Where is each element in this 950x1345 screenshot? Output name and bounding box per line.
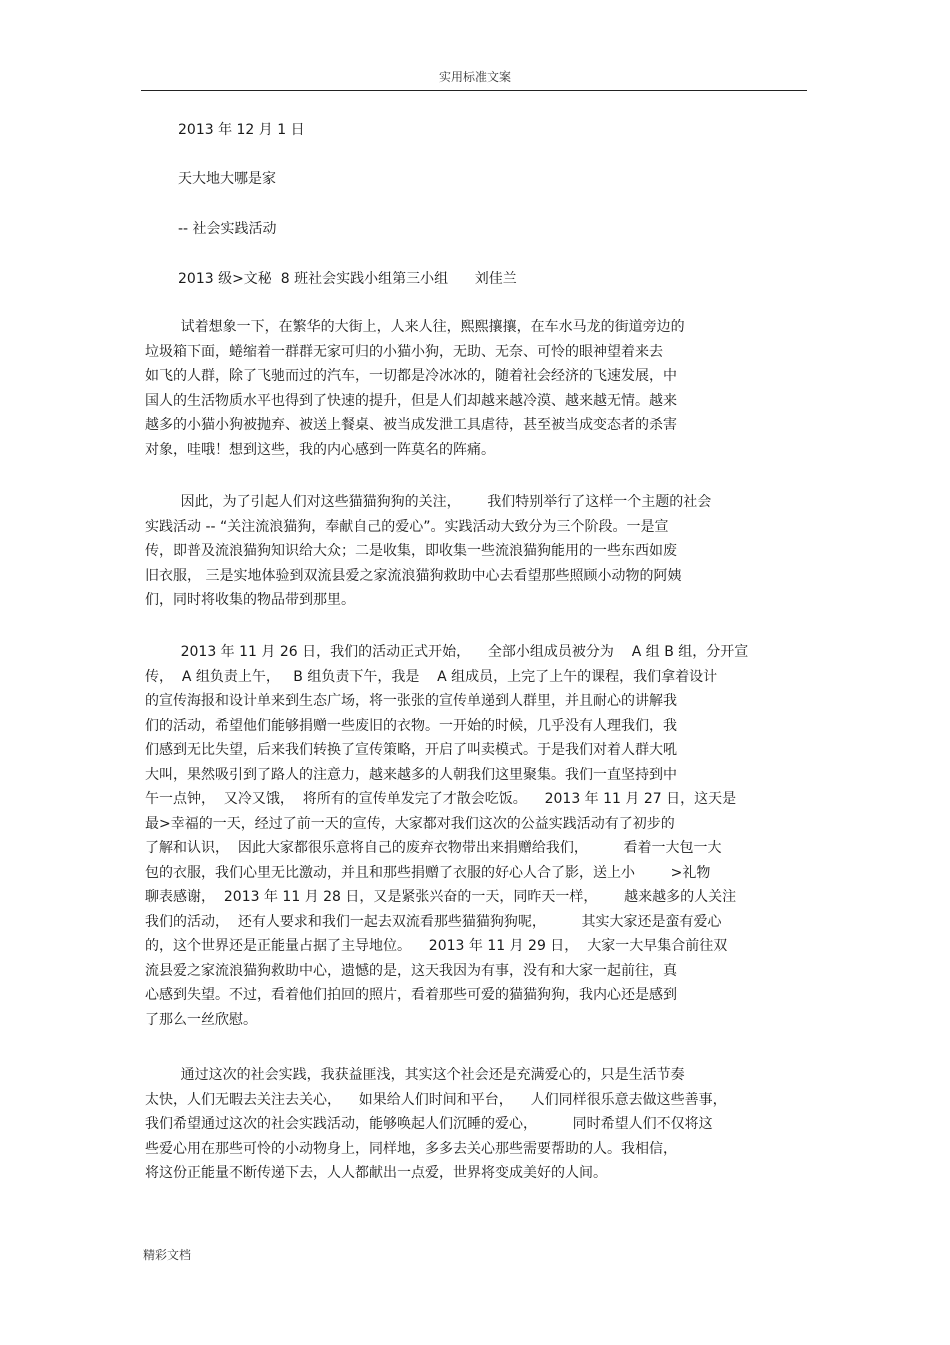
paragraph-line: 了解和认识， 因此大家都很乐意将自己的废弃衣物带出来捐赠给我们， 看着一大包一大 <box>145 840 722 856</box>
document-subtitle: -- 社会实践活动 <box>178 221 277 237</box>
paragraph-line: 些爱心用在那些可怜的小动物身上，同样地，多多去关心那些需要帮助的人。我相信， <box>145 1140 677 1157</box>
document-author: 2013 级>文秘 8 班社会实践小组第三小组 刘佳兰 <box>178 271 517 287</box>
paragraph-line: 最>幸福的一天，经过了前一天的宣传，大家都对我们这次的公益实践活动有了初步的 <box>145 815 675 832</box>
paragraph-line: 通过这次的社会实践，我获益匪浅，其实这个社会还是充满爱心的，只是生活节奏 <box>145 1067 685 1083</box>
paragraph-line: 我们希望通过这次的社会实践活动，能够唤起人们沉睡的爱心， 同时希望人们不仅将这 <box>145 1116 713 1132</box>
paragraph-line: 太快，人们无暇去关注去关心， 如果给人们时间和平台， 人们同样很乐意去做这些善事， <box>145 1091 727 1108</box>
paragraph-line: 们感到无比失望，后来我们转换了宣传策略，开启了叫卖模式。于是我们对着人群大吼 <box>145 742 677 758</box>
paragraph-intro <box>145 315 810 462</box>
paragraph-line: 将这份正能量不断传递下去，人人都献出一点爱，世界将变成美好的人间。 <box>145 1165 607 1181</box>
paragraph-line: 心感到失望。不过，看着他们拍回的照片，看着那些可爱的猫猫狗狗，我内心还是感到 <box>145 987 677 1003</box>
paragraph-line: 的，这个世界还是正能量占据了主导地位。 2013 年 11 月 29 日， 大家一大早集合前往双 <box>145 938 728 954</box>
paragraph-line: 传，即普及流浪猫狗知识给大众；二是收集，即收集一些流浪猫狗能用的一些东西如废 <box>145 543 677 559</box>
paragraph-line: 我们的活动， 还有人要求和我们一起去双流看那些猫猫狗狗呢， 其实大家还是蛮有爱心 <box>145 913 722 930</box>
paragraph-line: 国人的生活物质水平也得到了快速的提升，但是人们却越来越冷漠、越来越无情。越来 <box>145 392 677 409</box>
paragraph-activities <box>145 640 810 1032</box>
paragraph-purpose <box>145 490 810 613</box>
paragraph-line: 包的衣服，我们心里无比激动，并且和那些捐赠了衣服的好心人合了影，送上小 >礼物 <box>145 864 711 881</box>
paragraph-line: 旧衣服， 三是实地体验到双流县爱之家流浪猫狗救助中心去看望那些照顾小动物的阿姨 <box>145 567 682 584</box>
paragraph-line: 的宣传海报和设计单来到生态广场，将一张张的宣传单递到人群里，并且耐心的讲解我 <box>145 693 677 709</box>
paragraph-line: 垃圾箱下面，蜷缩着一群群无家可归的小猫小狗，无助、无奈、可怜的眼神望着来去 <box>145 343 663 360</box>
paragraph-line: 流县爱之家流浪猫狗救助中心，遗憾的是，这天我因为有事，没有和大家一起前往，真 <box>145 962 677 979</box>
paragraph-line: 传， A 组负责上午， B 组负责下午，我是 A 组成员，上完了上午的课程，我们拿着设计 <box>145 668 718 685</box>
page-footer: 精彩文档 <box>143 1248 192 1262</box>
paragraph-line: 如飞的人群，除了飞驰而过的汽车，一切都是冷冰冰的，随着社会经济的飞速发展，中 <box>145 368 677 384</box>
paragraph-line: 实践活动 -- “关注流浪猫狗，奉献自己的爱心”。实践活动大致分为三个阶段。一是宣 <box>145 518 669 535</box>
paragraph-line: 们的活动，希望他们能够捐赠一些废旧的衣物。一开始的时候，几乎没有人理我们，我 <box>145 717 677 734</box>
paragraph-line: 试着想象一下，在繁华的大街上，人来人往，熙熙攘攘，在车水马龙的街道旁边的 <box>145 319 685 335</box>
paragraph-conclusion <box>145 1063 810 1186</box>
paragraph-line: 们，同时将收集的物品带到那里。 <box>145 592 355 608</box>
paragraph-line: 2013 年 11 月 26 日，我们的活动正式开始， 全部小组成员被分为 A 组 B 组，分开宣 <box>145 644 749 660</box>
paragraph-line: 午一点钟， 又冷又饿， 将所有的宣传单发完了才散会吃饭。 2013 年 11 月 27 日，这天是 <box>145 791 737 807</box>
document-title: 天大地大哪是家 <box>178 171 276 187</box>
paragraph-line: 了那么一丝欣慰。 <box>145 1011 257 1028</box>
paragraph-line: 因此，为了引起人们对这些猫猫狗狗的关注， 我们特别举行了这样一个主题的社会 <box>145 494 712 510</box>
header-divider <box>141 90 807 91</box>
paragraph-line: 大叫，果然吸引到了路人的注意力，越来越多的人朝我们这里聚集。我们一直坚持到中 <box>145 766 677 783</box>
paragraph-line: 聊表感谢， 2013 年 11 月 28 日，又是紧张兴奋的一天，同昨天一样， 越来越多的人关注 <box>145 889 737 905</box>
paragraph-line: 对象，哇哦！想到这些，我的内心感到一阵莫名的阵痛。 <box>145 441 495 458</box>
page-header: 实用标准文案 <box>438 70 511 84</box>
paragraph-line: 越多的小猫小狗被抛弃、被送上餐桌、被当成发泄工具虐待，甚至被当成变态者的杀害 <box>145 417 677 433</box>
document-date: 2013 年 12 月 1 日 <box>178 122 305 138</box>
